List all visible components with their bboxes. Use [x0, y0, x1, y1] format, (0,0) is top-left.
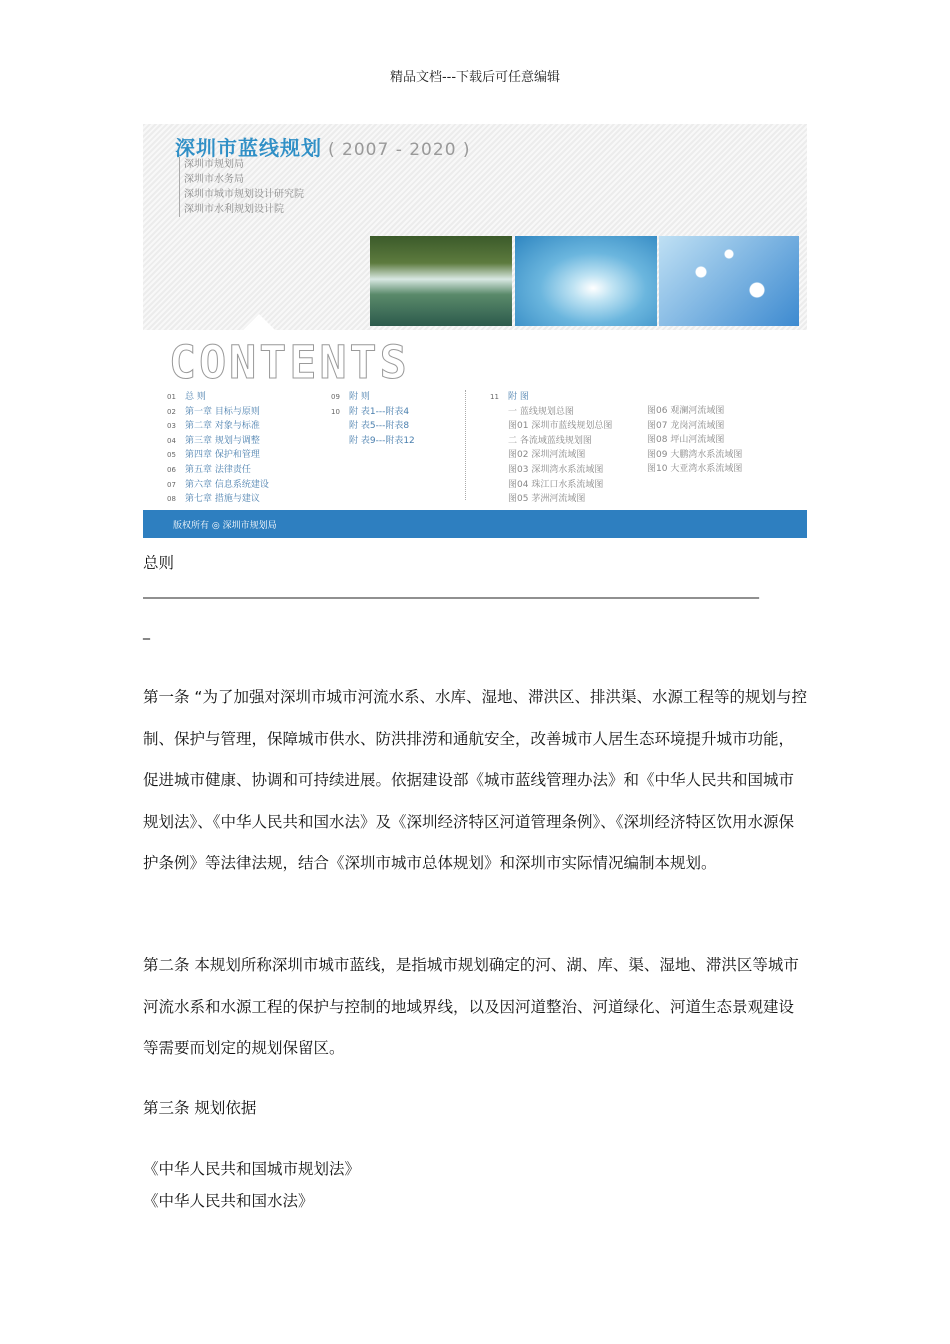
- header-note: 精品文档---下载后可任意编辑: [389, 70, 561, 85]
- cover-top-banner: [143, 124, 807, 330]
- toc-item: 图02 深圳河流域图: [508, 450, 586, 461]
- toc-item: 二 各流域蓝线规划图: [508, 435, 592, 446]
- article-1: 第一条 “为了加强对深圳市城市河流水系、水库、湿地、滞洪区、排洪渠、水源工程等的规划与控制、保护与管理，保障城市供水、防洪排涝和通航安全，改善城市人居生态环境提升城市功能，促进城市健康、协调和可持续进展。依据建设部《城市蓝线管理办法》和《中华人民共和国城市规划法》、《中华人民共和国水法》及《深圳经济特区河道管理条例》、《深圳经济特区饮用水源保护条例》等法律法规，结合《深圳市城市总体规划》和深圳市实际情况编制本规划。: [143, 688, 807, 872]
- toc-column-appendix: [331, 390, 466, 500]
- dash-separator: ________________________________________________________________________________________: [143, 583, 759, 599]
- toc-item: 图05 茅洲河流域图: [508, 494, 586, 505]
- toc-item: 01 总 则: [167, 392, 206, 402]
- law-item: 《中华人民共和国水法》: [143, 1192, 314, 1210]
- pointer-triangle: [243, 314, 275, 330]
- article-2: 第二条 本规划所称深圳市城市蓝线，是指城市规划确定的河、湖、库、渠、湿地、滞洪区等城市河流水系和水源工程的保护与控制的地域界线，以及因河道整治、河道绿化、河道生态景观建设等需要而划定的规划保留区。: [143, 956, 799, 1057]
- toc-item: 07 第六章 信息系统建设: [167, 479, 269, 490]
- toc-item: 图06 观澜河流域图: [647, 406, 725, 416]
- org-item: 深圳市规划局: [184, 159, 244, 170]
- toc-column-maps: [490, 390, 612, 507]
- cover-image: [143, 124, 807, 538]
- cover-title: 深圳市蓝线规划 ( 2007 - 2020 ): [175, 136, 471, 160]
- org-item: 深圳市城市规划设计研究院: [184, 189, 304, 200]
- org-item: 深圳市水务局: [184, 174, 244, 185]
- waterfall-photo: [370, 236, 512, 326]
- contents-heading: CONTENTS: [169, 336, 410, 389]
- toc-item: 附 表9---附表12: [349, 435, 415, 446]
- toc-item: 图07 龙岗河流域图: [647, 420, 725, 431]
- toc-item: 图01 深圳市蓝线规划总图: [508, 421, 613, 432]
- toc-item: 08 第七章 措施与建议: [167, 494, 260, 505]
- toc-item: 09 附 则: [331, 392, 370, 402]
- toc-item: 图09 大鹏湾水系流域图: [647, 449, 743, 460]
- toc-column-maps-2: [647, 404, 742, 477]
- bubbles-photo: [659, 236, 799, 326]
- water-drop-photo: [515, 236, 657, 326]
- toc-item: 图10 大亚湾水系流域图: [647, 464, 743, 475]
- toc-item: 04 第三章 规划与调整: [167, 435, 260, 446]
- toc-item: 图08 坪山河流域图: [647, 435, 725, 446]
- copyright-text: 版权所有 ◎ 深圳市规划局: [173, 521, 277, 531]
- toc-item: 图03 深圳湾水系流域图: [508, 464, 604, 475]
- toc-item: 06 第五章 法律责任: [167, 464, 251, 475]
- section-title: 总则: [143, 554, 175, 572]
- toc-column-chapters: [167, 390, 269, 507]
- toc-item: 02 第一章 目标与原则: [167, 406, 260, 417]
- article-3-heading: 第三条 规划依据: [143, 1099, 257, 1117]
- toc-item: 03 第二章 对象与标准: [167, 421, 260, 432]
- dash-separator-tail: _: [143, 624, 150, 640]
- cover-org-list: [179, 157, 304, 217]
- toc-item: 11 附 图: [490, 392, 529, 402]
- law-item: 《中华人民共和国城市规划法》: [143, 1160, 361, 1178]
- toc-item: 图04 珠江口水系流域图: [508, 479, 604, 490]
- cover-footer-bar: [143, 510, 807, 538]
- law-list: [143, 1153, 808, 1217]
- toc-item: 附 表5---附表8: [349, 421, 410, 432]
- toc-item: 一 蓝线规划总图: [508, 406, 574, 417]
- toc-item: 05 第四章 保护和管理: [167, 450, 260, 461]
- toc-item: 10 附 表1---附表4: [331, 406, 410, 417]
- org-item: 深圳市水利规划设计院: [184, 204, 284, 215]
- cover-years: ( 2007 - 2020 ): [328, 140, 471, 160]
